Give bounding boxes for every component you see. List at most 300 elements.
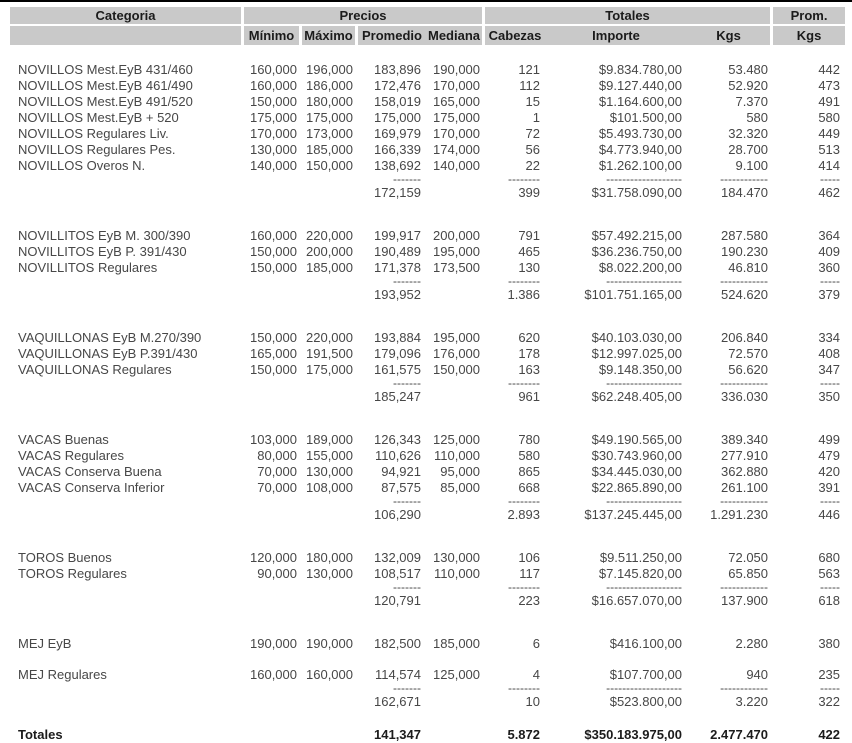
cell-imp: $9.511.250,00 (599, 550, 683, 565)
separator-row (10, 378, 845, 389)
cell-max (302, 507, 358, 523)
cell-max: 189,000 (306, 432, 353, 447)
cell-cab: 780 (518, 432, 541, 447)
cell-prom: 162,671 (374, 694, 421, 709)
cell-kgs: ------------ (720, 494, 769, 508)
cell-cat: TOROS Regulares (18, 566, 127, 581)
cell-kgs: ------------ (720, 274, 769, 288)
table-row (10, 126, 845, 142)
cell-prom: 108,517 (374, 566, 421, 581)
cell-med: 173,500 (433, 260, 481, 275)
cell-prom: 94,921 (381, 464, 421, 479)
header-blank (10, 26, 244, 45)
cell-kgs: 2.477.470 (710, 727, 769, 742)
cell-cab: 112 (519, 78, 541, 93)
cell-promkg: 420 (818, 464, 841, 479)
cell-promkg: 409 (818, 244, 841, 259)
cell-med (426, 185, 485, 201)
spacer-row (10, 710, 845, 727)
cell-cat: NOVILLOS Regulares Liv. (18, 126, 169, 141)
cell-kgs: 137.900 (721, 593, 769, 608)
cell-med (426, 287, 485, 303)
cell-kgs: 336.030 (721, 389, 769, 404)
cell-kgs: 28.700 (728, 142, 769, 157)
spacer-row (10, 201, 845, 228)
cell-promkg: 414 (818, 158, 841, 173)
cell-min (244, 496, 302, 507)
cell-promkg: 462 (818, 185, 841, 200)
cell-kgs: 2.280 (735, 636, 769, 651)
cell-promkg: 379 (818, 287, 841, 302)
cell-cat (10, 174, 244, 185)
cell-min (244, 683, 302, 694)
cell-med: 185,000 (433, 636, 481, 651)
cell-prom: ------- (393, 494, 421, 508)
subtotal-row (10, 507, 845, 523)
cell-cab: 10 (525, 694, 541, 709)
cell-kgs: 261.100 (721, 480, 769, 495)
cell-promkg: ----- (820, 376, 841, 390)
subtotal-row (10, 389, 845, 405)
subtotal-row (10, 185, 845, 201)
cell-min (244, 582, 302, 593)
cell-cat: NOVILLITOS EyB M. 300/390 (18, 228, 191, 243)
cell-imp: $57.492.215,00 (591, 228, 683, 243)
spacer-row (10, 45, 845, 62)
cell-cab: -------- (508, 274, 541, 288)
cell-kgs: 7.370 (735, 94, 769, 109)
cell-kgs: 32.320 (728, 126, 769, 141)
cell-max (302, 496, 358, 507)
cell-prom: 126,343 (374, 432, 421, 447)
cell-prom: 190,489 (374, 244, 421, 259)
cell-min: 160,000 (250, 78, 297, 93)
cell-promkg: 446 (818, 507, 841, 522)
cell-kgs: 56.620 (728, 362, 769, 377)
cell-prom: 169,979 (374, 126, 421, 141)
cell-med: 170,000 (433, 126, 481, 141)
table-body (10, 45, 845, 743)
cell-promkg: 380 (818, 636, 841, 651)
cell-max: 180,000 (306, 550, 353, 565)
cell-prom: 172,159 (374, 185, 421, 200)
cell-imp: $31.758.090,00 (591, 185, 683, 200)
cell-prom: ------- (393, 274, 421, 288)
cell-prom: 120,791 (374, 593, 421, 608)
cell-imp: $36.236.750,00 (591, 244, 683, 259)
cell-cat: VACAS Regulares (18, 448, 124, 463)
cell-imp: $9.834.780,00 (598, 62, 683, 77)
cell-promkg: 618 (818, 593, 841, 608)
cell-med (426, 389, 485, 405)
cell-max: 191,500 (306, 346, 353, 361)
cell-min: 170,000 (250, 126, 297, 141)
cell-max: 186,000 (306, 78, 353, 93)
cell-max (302, 174, 358, 185)
cell-med: 95,000 (440, 464, 481, 479)
cell-max: 196,000 (306, 62, 353, 77)
cell-promkg: 360 (818, 260, 841, 275)
cell-cab: 178 (518, 346, 541, 361)
cell-med: 125,000 (433, 432, 481, 447)
cell-med: 176,000 (433, 346, 481, 361)
cell-imp: ------------------- (606, 274, 683, 288)
header-minimo: Mínimo (244, 26, 302, 45)
cell-prom: 185,247 (374, 389, 421, 404)
cell-cat: NOVILLOS Overos N. (18, 158, 146, 173)
cell-cab: 223 (518, 593, 541, 608)
cell-min: 190,000 (250, 636, 297, 651)
cell-min: 103,000 (250, 432, 297, 447)
cell-imp: $30.743.960,00 (591, 448, 683, 463)
cell-min: 175,000 (250, 110, 297, 125)
cell-cat: NOVILLITOS EyB P. 391/430 (18, 244, 187, 259)
cell-kgs: ------------ (720, 376, 769, 390)
cell-promkg: ----- (820, 580, 841, 594)
cell-min (244, 185, 302, 201)
cell-med: 150,000 (433, 362, 481, 377)
cell-max (302, 378, 358, 389)
cell-min (244, 593, 302, 609)
subtotal-row (10, 694, 845, 710)
cell-med: 190,000 (433, 62, 481, 77)
cell-promkg: 391 (818, 480, 841, 495)
cell-cat (10, 683, 244, 694)
top-border-line (0, 0, 852, 2)
header-prom-kgs: Kgs (773, 26, 845, 45)
cell-min (244, 727, 302, 743)
cell-max (302, 683, 358, 694)
cell-max: 200,000 (306, 244, 353, 259)
cell-prom: 166,339 (374, 142, 421, 157)
cell-kgs: 72.050 (728, 550, 769, 565)
cell-med (426, 507, 485, 523)
cell-cat: NOVILLOS Regulares Pes. (18, 142, 176, 157)
cell-imp: $8.022.200,00 (598, 260, 683, 275)
cell-cat: VAQUILLONAS Regulares (18, 362, 172, 377)
cell-cab: -------- (508, 494, 541, 508)
spacer-row (10, 523, 845, 550)
cell-min: 80,000 (257, 448, 297, 463)
cell-min (244, 287, 302, 303)
cell-imp: $5.493.730,00 (598, 126, 683, 141)
cell-cab: 580 (518, 448, 541, 463)
table-row (10, 330, 845, 346)
cell-prom: 175,000 (374, 110, 421, 125)
header-maximo: Máximo (302, 26, 358, 45)
cell-kgs: 184.470 (721, 185, 769, 200)
cell-min (244, 378, 302, 389)
cell-med (426, 727, 485, 743)
cell-cab: 1 (532, 110, 541, 125)
cell-prom: 106,290 (374, 507, 421, 522)
cell-promkg: 563 (818, 566, 841, 581)
cell-prom: 193,884 (374, 330, 421, 345)
cell-cat: TOROS Buenos (18, 550, 112, 565)
cell-imp: $350.183.975,00 (584, 727, 683, 742)
cell-max (302, 727, 358, 743)
table-row (10, 346, 845, 362)
cell-med (426, 582, 485, 593)
header-promedio: Promedio (358, 26, 426, 45)
cell-cat (10, 185, 244, 201)
table-row (10, 448, 845, 464)
cell-max: 130,000 (306, 464, 353, 479)
cell-promkg: 449 (818, 126, 841, 141)
cell-imp: $22.865.890,00 (591, 480, 683, 495)
cell-imp: $137.245.445,00 (584, 507, 683, 522)
cell-max: 185,000 (306, 142, 353, 157)
cell-max: 150,000 (306, 158, 353, 173)
cell-max: 160,000 (306, 667, 353, 682)
cell-cat (10, 378, 244, 389)
cell-cat (10, 593, 244, 609)
cell-kgs: ------------ (720, 172, 769, 186)
cell-promkg: 364 (818, 228, 841, 243)
cell-cab: 865 (518, 464, 541, 479)
cell-max: 175,000 (306, 362, 353, 377)
cell-imp: ------------------- (606, 172, 683, 186)
cell-prom: 87,575 (381, 480, 421, 495)
cell-promkg: 513 (818, 142, 841, 157)
cell-prom: 193,952 (374, 287, 421, 302)
spacer-row (10, 609, 845, 636)
cell-cat (10, 582, 244, 593)
cell-cat (10, 507, 244, 523)
cell-imp: $9.148.350,00 (598, 362, 683, 377)
cell-min: 150,000 (250, 260, 297, 275)
cell-imp: $62.248.405,00 (591, 389, 683, 404)
spacer-row (10, 652, 845, 667)
cell-kgs: 65.850 (728, 566, 769, 581)
cell-promkg: 499 (818, 432, 841, 447)
cell-min: 160,000 (250, 667, 297, 682)
cell-max (302, 185, 358, 201)
cell-med: 170,000 (433, 78, 481, 93)
cell-cab: -------- (508, 580, 541, 594)
cell-cab: 620 (518, 330, 541, 345)
cell-cat: MEJ EyB (18, 636, 72, 651)
cell-promkg: ----- (820, 274, 841, 288)
cell-max (302, 593, 358, 609)
cell-prom: 183,896 (374, 62, 421, 77)
cell-cab: 15 (525, 94, 541, 109)
cell-max: 190,000 (306, 636, 353, 651)
cell-min (244, 507, 302, 523)
cell-promkg: 473 (818, 78, 841, 93)
cell-kgs: 1.291.230 (710, 507, 769, 522)
cell-promkg: ----- (820, 172, 841, 186)
cell-kgs: 53.480 (728, 62, 769, 77)
cell-imp: $12.997.025,00 (591, 346, 683, 361)
cell-promkg: ----- (820, 681, 841, 695)
cell-med: 195,000 (433, 244, 481, 259)
cell-min (244, 276, 302, 287)
cell-max: 108,000 (306, 480, 353, 495)
table-row (10, 244, 845, 260)
cell-promkg: 422 (818, 727, 841, 742)
cell-kgs: 72.570 (728, 346, 769, 361)
cell-kgs: ------------ (720, 580, 769, 594)
cell-cab: 4 (532, 667, 541, 682)
cell-cat: NOVILLOS Mest.EyB + 520 (18, 110, 179, 125)
cell-imp: $101.500,00 (609, 110, 683, 125)
totals-row (10, 727, 845, 743)
cell-prom: 199,917 (374, 228, 421, 243)
cell-cat: VAQUILLONAS EyB P.391/430 (18, 346, 198, 361)
cell-imp: $107.700,00 (609, 667, 683, 682)
cell-promkg: 347 (818, 362, 841, 377)
cell-max (302, 389, 358, 405)
cell-cat: VACAS Conserva Inferior (18, 480, 165, 495)
cell-imp: $9.127.440,00 (598, 78, 683, 93)
cell-cat (10, 276, 244, 287)
cell-imp: $101.751.165,00 (584, 287, 683, 302)
cell-cab: 5.872 (507, 727, 541, 742)
cell-kgs: 389.340 (721, 432, 769, 447)
cell-med: 174,000 (433, 142, 481, 157)
cell-cab: 72 (525, 126, 541, 141)
header-prom: Prom. (773, 7, 845, 26)
cell-max (302, 582, 358, 593)
header-cabezas: Cabezas (485, 26, 545, 45)
cell-prom: ------- (393, 681, 421, 695)
cell-kgs: 940 (746, 667, 769, 682)
cell-promkg: 491 (818, 94, 841, 109)
cell-prom: 114,574 (374, 667, 421, 682)
cell-imp: ------------------- (606, 681, 683, 695)
cell-min: 160,000 (250, 62, 297, 77)
separator-row (10, 496, 845, 507)
cell-min: 150,000 (250, 94, 297, 109)
cell-max (302, 694, 358, 710)
cell-kgs: 46.810 (728, 260, 769, 275)
cell-med (426, 276, 485, 287)
cell-med: 85,000 (440, 480, 481, 495)
cell-min: 120,000 (250, 550, 297, 565)
table-row (10, 464, 845, 480)
cell-prom: 182,500 (374, 636, 421, 651)
cell-prom: 158,019 (374, 94, 421, 109)
table-row (10, 78, 845, 94)
spacer-row (10, 303, 845, 330)
cell-med: 110,000 (433, 566, 481, 581)
cell-max (302, 287, 358, 303)
cell-cab: 668 (518, 480, 541, 495)
cell-prom: 141,347 (374, 727, 421, 742)
cell-max: 173,000 (306, 126, 353, 141)
cell-promkg: 408 (818, 346, 841, 361)
cell-kgs: 362.880 (721, 464, 769, 479)
cell-cab: 6 (532, 636, 541, 651)
cell-max: 130,000 (306, 566, 353, 581)
cell-med (426, 496, 485, 507)
cell-promkg: 580 (818, 110, 841, 125)
table-row (10, 550, 845, 566)
cell-med: 140,000 (433, 158, 481, 173)
cell-kgs: 277.910 (721, 448, 769, 463)
cell-cab: 22 (525, 158, 541, 173)
cell-min: 140,000 (250, 158, 297, 173)
header-importe: Importe (545, 26, 687, 45)
cell-med (426, 683, 485, 694)
cell-prom: 138,692 (374, 158, 421, 173)
cell-imp: $1.164.600,00 (598, 94, 683, 109)
cell-imp: $1.262.100,00 (598, 158, 683, 173)
cell-prom: 132,009 (374, 550, 421, 565)
cell-cab: 465 (518, 244, 541, 259)
cell-cat (10, 389, 244, 405)
cell-min (244, 174, 302, 185)
separator-row (10, 174, 845, 185)
cell-med: 125,000 (433, 667, 481, 682)
cell-min: 165,000 (250, 346, 297, 361)
cell-cab: 56 (525, 142, 541, 157)
cell-cat: MEJ Regulares (18, 667, 107, 682)
separator-row (10, 276, 845, 287)
cell-med: 200,000 (433, 228, 481, 243)
cell-min (244, 694, 302, 710)
cell-cat (10, 694, 244, 710)
cell-cat: VACAS Buenas (18, 432, 109, 447)
cell-prom: 161,575 (374, 362, 421, 377)
separator-row (10, 683, 845, 694)
cell-med: 175,000 (433, 110, 481, 125)
cell-cab: 961 (518, 389, 541, 404)
cell-cab: 163 (518, 362, 541, 377)
separator-row (10, 582, 845, 593)
cell-prom: ------- (393, 172, 421, 186)
cell-kgs: 190.230 (721, 244, 769, 259)
cell-cab: -------- (508, 172, 541, 186)
cell-promkg: 350 (818, 389, 841, 404)
table-row (10, 432, 845, 448)
cell-med: 110,000 (433, 448, 481, 463)
cell-kgs: ------------ (720, 681, 769, 695)
header-categoria: Categoria (10, 7, 244, 26)
cell-cab: 117 (519, 566, 541, 581)
cell-kgs: 3.220 (735, 694, 769, 709)
cell-prom: 110,626 (374, 448, 421, 463)
cell-min: 160,000 (250, 228, 297, 243)
cell-kgs: 287.580 (721, 228, 769, 243)
cell-prom: 171,378 (374, 260, 421, 275)
cell-cab: 130 (518, 260, 541, 275)
table-row (10, 110, 845, 126)
table-row (10, 228, 845, 244)
table-row (10, 62, 845, 78)
cell-imp: ------------------- (606, 494, 683, 508)
cell-cat: NOVILLITOS Regulares (18, 260, 158, 275)
cell-min: 150,000 (250, 330, 297, 345)
cell-cat: VACAS Conserva Buena (18, 464, 162, 479)
cell-kgs: 52.920 (728, 78, 769, 93)
cell-cab: 791 (518, 228, 541, 243)
subtotal-row (10, 287, 845, 303)
cell-prom: 179,096 (374, 346, 421, 361)
cell-imp: ------------------- (606, 376, 683, 390)
cell-cat (10, 287, 244, 303)
cell-promkg: 235 (818, 667, 841, 682)
cell-cab: 399 (518, 185, 541, 200)
cell-med (426, 694, 485, 710)
header-mediana: Mediana (426, 26, 485, 45)
cell-imp: $49.190.565,00 (591, 432, 683, 447)
cell-max: 220,000 (306, 228, 353, 243)
cell-promkg: 322 (818, 694, 841, 709)
cell-med: 130,000 (433, 550, 481, 565)
cell-med: 195,000 (433, 330, 481, 345)
